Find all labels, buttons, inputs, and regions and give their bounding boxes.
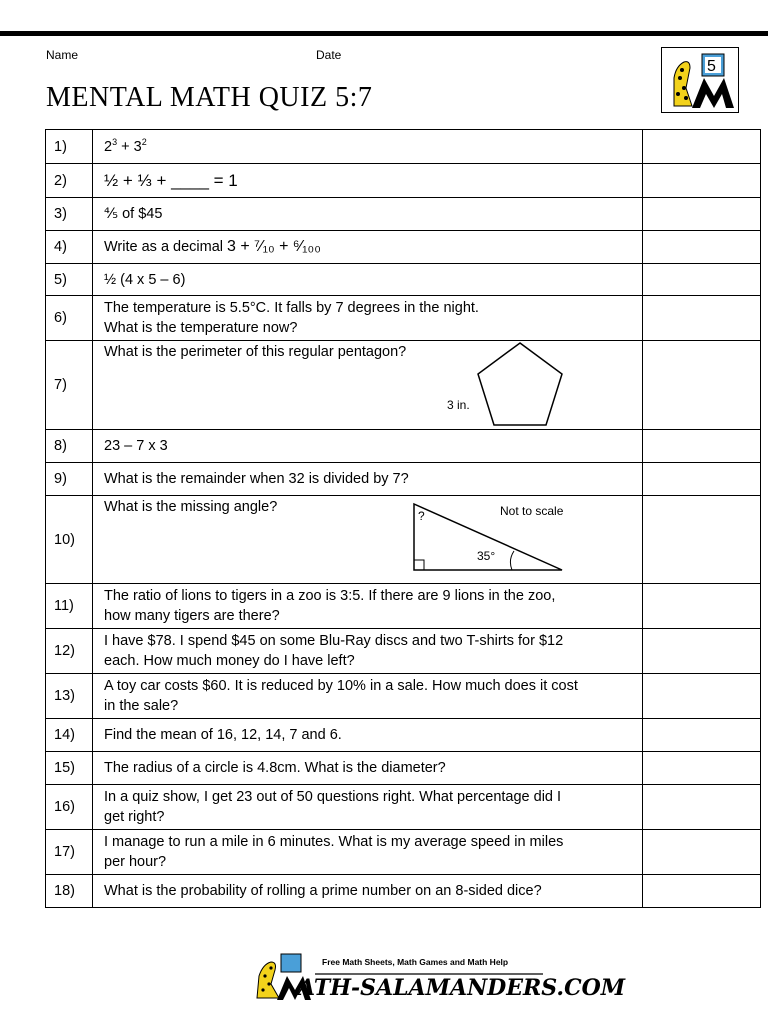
answer-box[interactable] <box>643 629 761 674</box>
question-number: 9) <box>46 463 93 496</box>
question-number: 2) <box>46 164 93 198</box>
triangle-figure <box>404 498 584 578</box>
question-number: 11) <box>46 584 93 629</box>
answer-box[interactable] <box>643 198 761 231</box>
question-row <box>46 785 761 830</box>
question-row <box>46 164 761 198</box>
footer-tagline: Free Math Sheets, Math Games and Math Help <box>322 957 509 967</box>
answer-box[interactable] <box>643 264 761 296</box>
question-line: In a quiz show, I get 23 out of 50 questions right. What percentage did I <box>104 789 562 805</box>
answer-box[interactable] <box>643 584 761 629</box>
question-row <box>46 719 761 752</box>
question-number: 6) <box>46 296 93 341</box>
pentagon-side-label: 3 in. <box>447 398 470 412</box>
question-expression: 3 + ⁷⁄₁₀ + ⁶⁄₁₀₀ <box>227 238 321 255</box>
question-number: 17) <box>46 830 93 875</box>
question-number: 18) <box>46 875 93 908</box>
answer-box[interactable] <box>643 130 761 164</box>
answer-box[interactable] <box>643 719 761 752</box>
question-line: per hour? <box>104 854 167 870</box>
question-line: What is the missing angle? <box>104 499 278 515</box>
answer-box[interactable] <box>643 752 761 785</box>
question-number: 16) <box>46 785 93 830</box>
pentagon-shape <box>478 343 562 425</box>
salamander-icon <box>257 962 279 998</box>
answer-box[interactable] <box>643 875 761 908</box>
question-row <box>46 674 761 719</box>
question-text <box>93 496 643 584</box>
question-text <box>93 830 643 875</box>
question-number: 8) <box>46 430 93 463</box>
question-line: What is the perimeter of this regular pentagon? <box>104 344 407 360</box>
answer-box[interactable] <box>643 164 761 198</box>
question-line: how many tigers are there? <box>104 608 280 624</box>
question-text: What is the probability of rolling a prime number on an 8-sided dice? <box>93 875 643 908</box>
footer-site-name[interactable]: ATH-SALAMANDERS.COM <box>298 975 626 1001</box>
question-text <box>93 341 643 430</box>
question-prefix: Write as a decimal <box>104 239 223 255</box>
answer-box[interactable] <box>643 296 761 341</box>
question-line: What is the temperature now? <box>104 320 298 336</box>
right-angle-marker <box>414 560 424 570</box>
question-text: ½ (4 x 5 – 6) <box>93 264 643 296</box>
question-number: 1) <box>46 130 93 164</box>
pentagon-figure <box>444 341 584 429</box>
question-text: ⅘ of $45 <box>93 198 643 231</box>
question-row <box>46 198 761 231</box>
unknown-angle-label: ? <box>418 509 425 523</box>
answer-box[interactable] <box>643 463 761 496</box>
question-row <box>46 830 761 875</box>
question-line: A toy car costs $60. It is reduced by 10% in a sale. How much does it cost <box>104 678 578 694</box>
question-row <box>46 752 761 785</box>
question-row <box>46 130 761 164</box>
question-line: The ratio of lions to tigers in a zoo is 3:5. If there are 9 lions in the zoo, <box>104 588 556 604</box>
question-number: 5) <box>46 264 93 296</box>
question-line: I have $78. I spend $45 on some Blu-Ray discs and two T-shirts for $12 <box>104 633 564 649</box>
question-text <box>93 296 643 341</box>
footer-logo-board <box>281 954 301 972</box>
name-label: Name <box>46 48 79 62</box>
question-row <box>46 496 761 584</box>
salamander-logo <box>661 47 739 113</box>
question-text: The radius of a circle is 4.8cm. What is the diameter? <box>93 752 643 785</box>
question-line: get right? <box>104 809 165 825</box>
answer-box[interactable] <box>643 231 761 264</box>
answer-box[interactable] <box>643 785 761 830</box>
question-number: 4) <box>46 231 93 264</box>
question-row <box>46 875 761 908</box>
quiz-table <box>45 129 761 908</box>
question-line: I manage to run a mile in 6 minutes. What is my average speed in miles <box>104 834 564 850</box>
scale-note: Not to scale <box>500 504 564 518</box>
top-rule <box>0 31 768 36</box>
question-expression: $2^3 + 3^2$ <box>104 136 147 155</box>
angle-arc <box>510 551 514 570</box>
question-row <box>46 341 761 430</box>
question-text <box>93 629 643 674</box>
question-row <box>46 584 761 629</box>
question-text <box>93 584 643 629</box>
question-text <box>93 130 643 164</box>
question-number: 15) <box>46 752 93 785</box>
question-line: in the sale? <box>104 698 179 714</box>
question-text <box>93 231 643 264</box>
question-text <box>93 785 643 830</box>
question-text: What is the remainder when 32 is divided by 7? <box>93 463 643 496</box>
question-text: 23 – 7 x 3 <box>93 430 643 463</box>
question-number: 3) <box>46 198 93 231</box>
question-text: ½ + ⅓ + ____ = 1 <box>93 164 643 198</box>
question-row <box>46 231 761 264</box>
page-title: MENTAL MATH QUIZ 5:7 <box>46 82 373 113</box>
question-number: 10) <box>46 496 93 584</box>
question-row <box>46 296 761 341</box>
question-line: The temperature is 5.5°C. It falls by 7 degrees in the night. <box>104 300 479 316</box>
answer-box[interactable] <box>643 830 761 875</box>
question-text <box>93 674 643 719</box>
answer-box[interactable] <box>643 430 761 463</box>
question-line: each. How much money do I have left? <box>104 653 355 669</box>
question-row <box>46 264 761 296</box>
question-text: Find the mean of 16, 12, 14, 7 and 6. <box>93 719 643 752</box>
date-label: Date <box>316 48 342 62</box>
known-angle-label: 35° <box>477 549 496 563</box>
logo-grade: 5 <box>707 58 716 75</box>
answer-box[interactable] <box>643 674 761 719</box>
question-row <box>46 430 761 463</box>
question-number: 12) <box>46 629 93 674</box>
question-number: 7) <box>46 341 93 430</box>
question-number: 13) <box>46 674 93 719</box>
answer-box[interactable] <box>643 496 761 584</box>
question-row <box>46 629 761 674</box>
question-number: 14) <box>46 719 93 752</box>
question-row <box>46 463 761 496</box>
answer-box[interactable] <box>643 341 761 430</box>
